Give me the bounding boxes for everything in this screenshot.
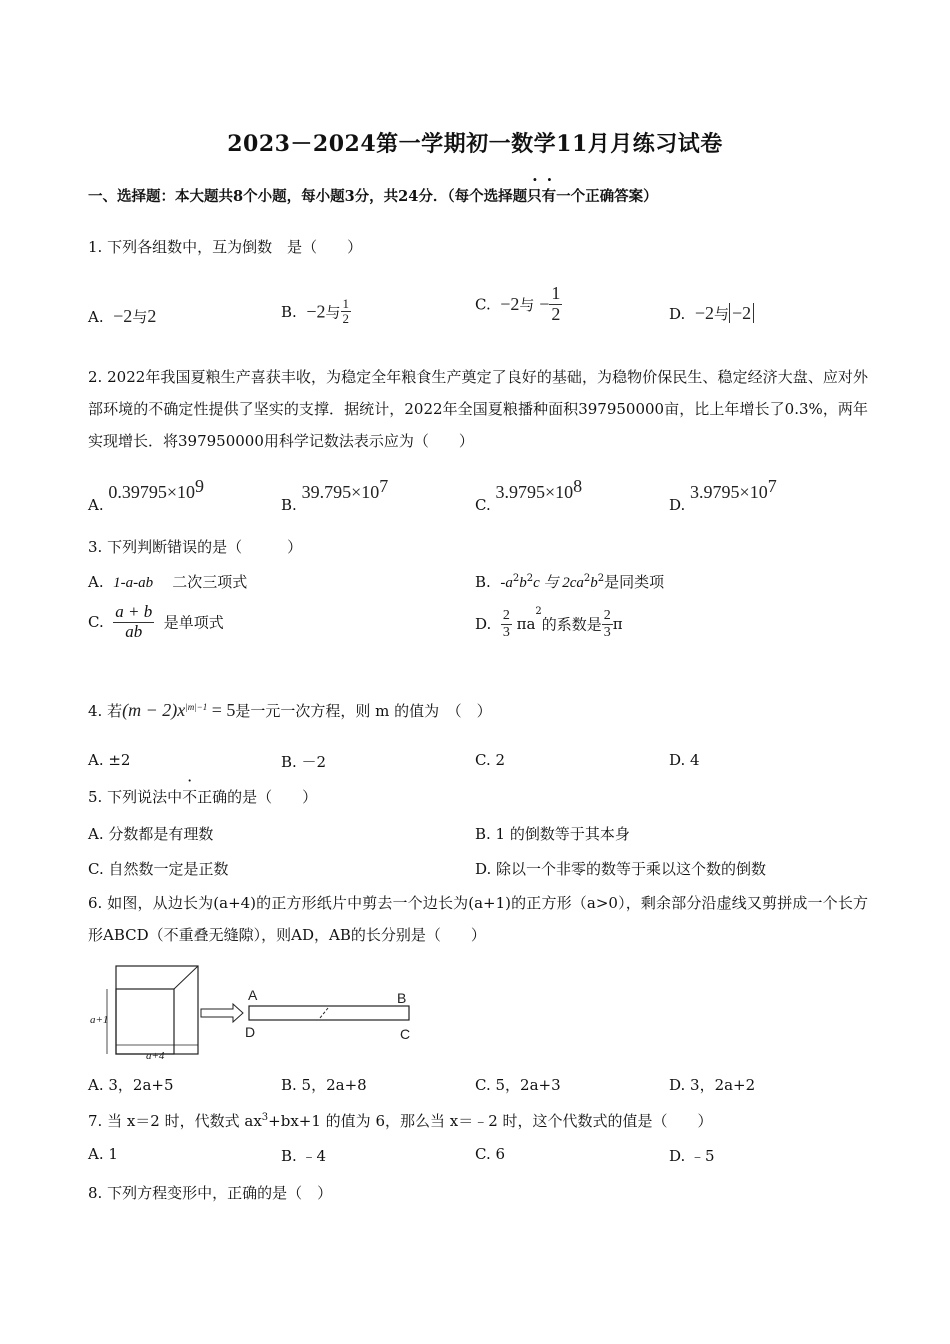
q2-option-a [88,476,205,514]
question-text: 7. 当 x＝2 时，代数式 ax [88,1112,262,1130]
numerator: 2 [502,608,510,624]
emphasis-char: 只 [527,188,542,205]
exponent: 7 [767,476,777,496]
math-term: −2 [306,301,326,322]
dashed-line [320,1008,328,1018]
section-header [88,185,658,206]
option-label: D. [669,305,686,323]
q4-option-b: B. －2 [281,753,327,771]
q5-option-b: B. 1 的倒数等于其本身 [475,825,630,843]
question-text: 是一元一次方程，则 m 的值为 （ ） [235,702,492,720]
cut-line [174,966,198,989]
math-term: πa [516,615,536,633]
connector: 与 [325,303,341,322]
q6-option-b: B. 5，2a+8 [281,1076,367,1094]
math-term: 3.9795×10 [690,482,768,502]
question-text: 5. 下列说法中 [88,788,183,806]
question-6-stem: 6. 如图，从边长为(a+4)的正方形纸片中剪去一个边长为(a+1)的正方形（a>0），剩余部分沿虚线又剪拼成一个长方形ABCD（不重叠无缝隙），则AD，AB的长分别是（ ） [88,894,868,944]
label-a-plus-1: a+1 [90,1014,109,1026]
math-term: b [519,575,527,591]
question-2-stem: 2. 2022年我国夏粮生产喜获丰收，为稳定全年粮食生产奠定了良好的基础，为稳物价保民生、稳定经济大盘、应对外部环境的不确定性提供了坚实的支撑．据统计，2022年全国夏粮播种面积397950000亩，比上年增长了0.3%，两年实现增长．将397950000用科学记数法表示应为（ ） [88,368,868,450]
math-term: c 与 2ca [533,575,584,591]
q4-option-a: A. ±2 [88,751,131,769]
question-4-stem [88,700,492,721]
math-term: b [590,575,598,591]
exponent: 2 [583,573,591,584]
label-b: B [397,990,407,1006]
exponent: 2 [512,573,520,584]
math-term: -a [500,575,513,591]
math-term: 2 [147,306,157,326]
exponent: 9 [195,476,205,496]
option-label: B. [281,496,297,514]
option-label: A. [88,308,104,326]
q7-option-d: D. ﹣5 [669,1147,715,1165]
option-label: B. [475,573,491,591]
q2-option-d [669,476,777,514]
question-8-stem: 8. 下列方程变形中，正确的是（ ） [88,1184,333,1202]
exponent: 3 [261,1112,269,1123]
fraction [113,603,154,641]
page-title: 2023－2024第一学期初一数学11月月练习试卷 [227,131,723,157]
q1-option-d [669,303,754,324]
math-term: −2 [500,293,520,314]
q6-option-a: A. 3，2a+5 [88,1076,174,1094]
q1-option-c [475,284,562,325]
option-label: A. [88,496,104,514]
label-a-plus-4: a+4 [146,1050,165,1062]
connector: 与 [713,305,729,323]
q4-option-c: C. 2 [475,751,506,769]
fraction [501,608,512,640]
option-text: 二次三项式 [172,573,248,591]
minus-sign: − [539,293,550,314]
q6-figure [88,963,428,1063]
option-text: 是同类项 [604,573,665,591]
fraction [341,297,352,327]
emphasis-char: 不 [182,788,198,806]
option-text: 是单项式 [163,613,224,632]
inner-square [116,989,174,1054]
exponent: 2 [526,573,534,584]
label-c: C [400,1026,411,1042]
q6-option-c: C. 5，2a+3 [475,1076,561,1094]
fraction [602,608,613,640]
q2-option-c [475,476,583,514]
math-term: 39.795×10 [301,482,380,502]
connector: 与 [132,308,148,326]
question-5-stem [88,786,317,807]
q1-option-a [88,306,156,327]
absolute-value: −2 [729,303,754,323]
numerator: 2 [603,608,611,624]
option-label: A. [88,573,104,591]
option-label: C. [88,613,104,632]
question-text: 4. 若 [88,702,123,720]
q5-option-a: A. 分数都是有理数 [88,825,214,843]
numerator: 1 [342,296,350,311]
section-text: 一、选择题：本大题共8个小题，每小题3分，共24分．（每个选择题 [88,188,528,205]
exponent: |m|−1 [185,702,208,712]
connector: 与 [519,295,535,314]
option-label: C. [475,496,491,514]
q7-option-a: A. 1 [88,1145,118,1163]
q7-option-c: C. 6 [475,1145,506,1163]
section-text: 一个正确答案） [556,188,658,205]
option-label: D. [475,615,492,633]
option-text: 的系数是 [541,615,602,634]
q6-option-d: D. 3，2a+2 [669,1076,756,1094]
question-3-stem: 3. 下列判断错误的是（ ） [88,538,303,556]
q3-option-b [475,571,664,592]
rectangle-abcd [249,1006,409,1020]
exponent: 7 [379,476,389,496]
q4-option-d: D. 4 [669,751,700,769]
option-label: D. [669,496,686,514]
math-term: −2 [113,306,133,326]
denominator: 2 [342,311,350,327]
math-term: 3.9795×10 [495,482,574,502]
question-text: 正确的是（ ） [197,788,318,806]
q1-option-b [281,297,351,327]
option-label: C. [475,295,491,314]
q2-option-b [281,476,389,514]
exponent: 2 [597,573,605,584]
question-1-stem: 1. 下列各组数中，互为倒数 是（ ） [88,238,363,256]
math-term: π [612,615,623,633]
emphasis-char: 有 [541,188,557,205]
q7-option-b: B. ﹣4 [281,1147,327,1165]
math-term: 0.39795×10 [108,482,196,502]
q5-option-c: C. 自然数一定是正数 [88,860,229,878]
q3-option-a [88,571,247,592]
math-expression: 1-a-ab [113,575,154,591]
denominator: ab [113,622,154,642]
q3-option-c [88,603,224,641]
option-label: B. [281,302,297,321]
equation: (m − 2)x [122,700,186,720]
question-text: +bx+1 的值为 6，那么当 x＝﹣2 时，这个代数式的值是（ ） [268,1112,713,1130]
exponent: 8 [573,476,583,496]
denominator: 3 [603,624,611,640]
q3-option-d [475,606,623,640]
math-term: −2 [694,303,714,323]
denominator: 2 [551,303,561,324]
numerator: 1 [551,283,561,303]
q5-option-d: D. 除以一个非零的数等于乘以这个数的倒数 [475,860,767,878]
label-d: D [245,1024,256,1040]
arrow-icon [201,1004,243,1022]
exponent: 2 [535,606,542,617]
fraction [549,284,562,325]
equation: = 5 [207,700,236,720]
numerator: a + b [115,602,153,621]
outer-square [116,966,198,1054]
denominator: 3 [502,624,510,640]
label-a: A [248,987,258,1003]
question-7-stem [88,1110,713,1131]
